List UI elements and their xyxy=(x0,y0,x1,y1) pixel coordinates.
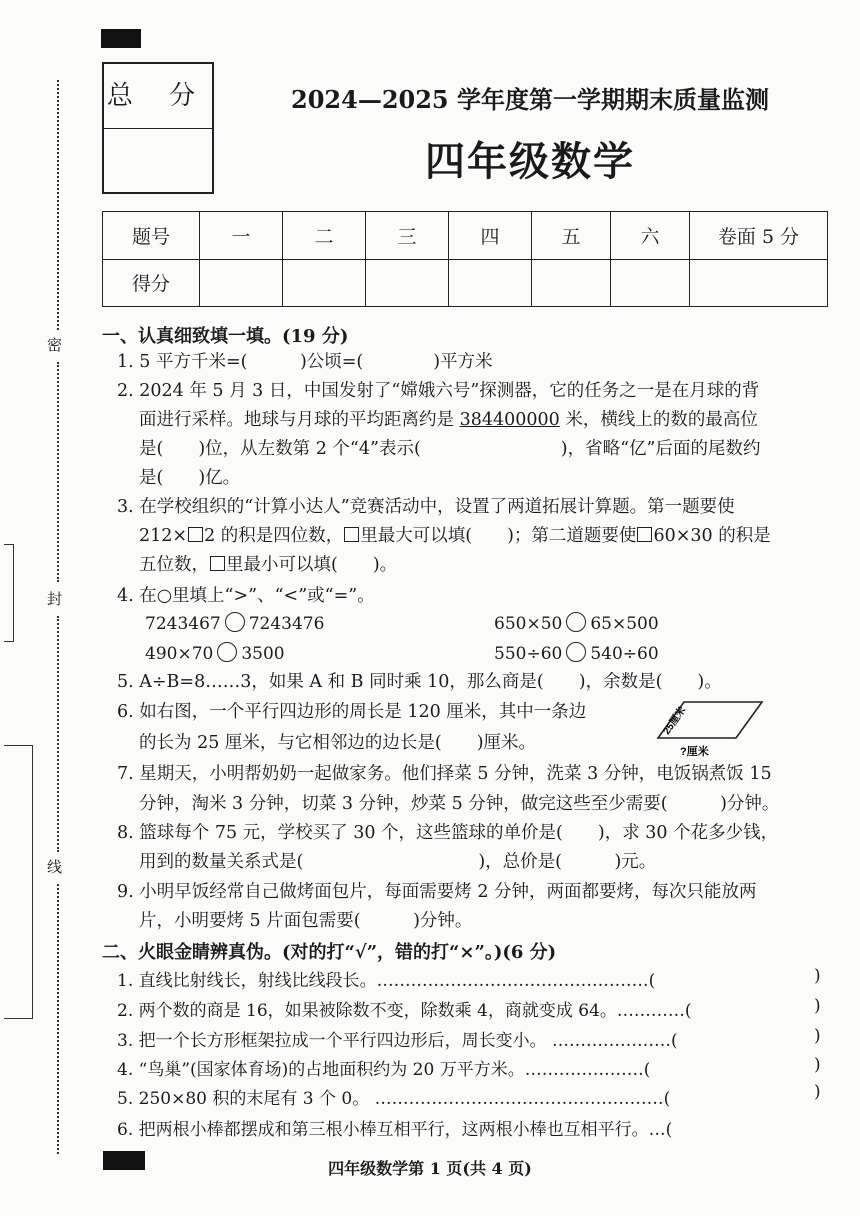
answer-bracket-close[interactable]: ) xyxy=(814,1055,821,1075)
compare-right: 65×500 xyxy=(590,614,659,634)
blank-square xyxy=(344,527,359,542)
compare-right: 3500 xyxy=(241,644,285,664)
question-8-line-2: 用到的数量关系式是( )，总价是( )元。 xyxy=(139,852,657,872)
true-false-item-1: 1. 直线比射线长，射线比线段长。…………………………………………( xyxy=(117,971,656,991)
true-false-item-5: 5. 250×80 积的末尾有 3 个 0。 ……………………………………………( xyxy=(117,1089,671,1109)
compare-item-a xyxy=(145,612,324,634)
blank-square xyxy=(210,556,225,571)
answer-circle[interactable] xyxy=(225,612,245,632)
question-9-line-1: 9. 小明早饭经常自己做烤面包片，每面需要烤 2 分钟，两面都要烤，每次只能放两 xyxy=(117,882,757,902)
answer-bracket-close[interactable]: ) xyxy=(814,996,821,1016)
question-3-line-3 xyxy=(139,551,397,580)
true-false-item-6: 6. 把两根小棒都摆成和第三根小棒互相平行，这两根小棒也互相平行。…( xyxy=(117,1120,673,1140)
binding-line-lower xyxy=(57,616,59,852)
question-3-line-2 xyxy=(139,522,771,551)
question-3-text: 里最大可以填( )；第二道题要使 xyxy=(360,526,637,546)
question-4-heading: 4. 在○里填上“>”、“<”或“=”。 xyxy=(117,586,375,606)
question-7-line-2: 分钟，淘米 3 分钟，切菜 3 分钟，炒菜 5 分钟，做完这些至少需要( )分钟。 xyxy=(139,794,780,814)
score-table xyxy=(102,211,828,307)
underlined-number: 384400000 xyxy=(459,410,560,430)
score-table-cell: 三 xyxy=(366,212,449,260)
score-table-cell: 卷面 5 分 xyxy=(690,212,828,260)
question-3-text: 60×30 的积是 xyxy=(653,526,771,546)
score-table-score-row xyxy=(103,259,828,307)
true-false-item-3: 3. 把一个长方形框架拉成一个平行四边形后，周长变小。 …………………( xyxy=(117,1031,678,1051)
question-2-line-1: 2. 2024 年 5 月 3 日，中国发射了“嫦娥六号”探测器，它的任务之一是在月球的背 xyxy=(117,381,760,401)
exam-title: 四年级数学 xyxy=(425,138,635,185)
binding-label-xian: 线 xyxy=(47,858,63,876)
score-table-cell: 五 xyxy=(532,212,611,260)
score-input-cell[interactable] xyxy=(283,259,366,307)
score-table-cell: 六 xyxy=(611,212,690,260)
registration-mark-top xyxy=(101,29,141,48)
score-input-cell[interactable] xyxy=(532,259,611,307)
score-input-cell[interactable] xyxy=(366,259,449,307)
blank-square xyxy=(637,527,652,542)
score-table-cell: 得分 xyxy=(103,259,200,307)
exam-subtitle: 2024—2025 学年度第一学期期末质量监测 xyxy=(291,85,769,114)
question-2-line-4: 是( )亿。 xyxy=(139,468,241,488)
score-input-cell[interactable] xyxy=(200,259,283,307)
score-input-cell[interactable] xyxy=(690,259,828,307)
answer-bracket-close[interactable]: ) xyxy=(814,966,821,986)
score-table-header-row xyxy=(103,212,828,260)
question-2-line-3: 是( )位，从左数第 2 个“4”表示( )，省略“亿”后面的尾数约 xyxy=(139,439,761,459)
score-table-cell: 一 xyxy=(200,212,283,260)
question-2-text: 面进行采样。地球与月球的平均距离约是 xyxy=(139,410,460,430)
binding-line-middle xyxy=(57,362,59,582)
question-2-line-2 xyxy=(139,406,758,435)
question-3-line-1: 3. 在学校组织的“计算小达人”竞赛活动中，设置了两道拓展计算题。第一题要使 xyxy=(117,497,735,517)
true-false-item-2: 2. 两个数的商是 16，如果被除数不变，除数乘 4，商就变成 64。…………( xyxy=(117,1001,692,1021)
total-score-box xyxy=(102,62,214,194)
question-5: 5. A÷B=8……3，如果 A 和 B 同时乘 10，那么商是( )，余数是( )。 xyxy=(117,672,722,692)
section-1-heading: 一、认真细致填一填。(19 分) xyxy=(102,326,349,347)
question-9-line-2: 片，小明要烤 5 片面包需要( )分钟。 xyxy=(139,911,473,931)
answer-circle[interactable] xyxy=(566,612,586,632)
compare-item-b xyxy=(494,612,659,634)
binding-label-mi: 密 xyxy=(47,336,63,354)
score-input-cell[interactable] xyxy=(611,259,690,307)
compare-item-d xyxy=(494,642,659,664)
figure-side-label: 25厘米 xyxy=(661,705,689,737)
page-footer: 四年级数学第 1 页(共 4 页) xyxy=(328,1159,532,1178)
total-score-label: 总 分 xyxy=(104,64,212,129)
score-table-cell: 四 xyxy=(449,212,532,260)
compare-right: 7243476 xyxy=(248,614,325,634)
question-1: 1. 5 平方千米=( )公顷=( )平方米 xyxy=(117,352,493,372)
binding-line-bottom xyxy=(57,884,59,1154)
answer-circle[interactable] xyxy=(566,642,586,662)
question-3-text: 五位数， xyxy=(139,555,209,575)
question-6-line-2: 的长为 25 厘米，与它相邻边的边长是( )厘米。 xyxy=(139,733,537,753)
question-6-line-1: 6. 如右图，一个平行四边形的周长是 120 厘米，其中一条边 xyxy=(117,702,587,722)
blank-square xyxy=(188,527,203,542)
figure-base-label: ?厘米 xyxy=(680,746,709,758)
section-2-heading: 二、火眼金睛辨真伪。(对的打“√”，错的打“×”。)(6 分) xyxy=(102,942,557,963)
score-table-cell: 题号 xyxy=(103,212,200,260)
score-input-cell[interactable] xyxy=(449,259,532,307)
margin-bracket-large xyxy=(4,745,33,1019)
answer-circle[interactable] xyxy=(217,642,237,662)
answer-bracket-close[interactable]: ) xyxy=(814,1026,821,1046)
true-false-item-4: 4. “鸟巢”(国家体育场)的占地面积约为 20 万平方米。…………………( xyxy=(117,1060,651,1080)
binding-label-feng: 封 xyxy=(47,590,63,608)
compare-left: 550÷60 xyxy=(494,644,563,664)
answer-bracket-close[interactable]: ) xyxy=(814,1082,821,1102)
parallelogram-figure xyxy=(650,694,768,762)
score-table-cell: 二 xyxy=(283,212,366,260)
question-8-line-1: 8. 篮球每个 75 元，学校买了 30 个，这些篮球的单价是( )，求 30 个花多少钱， xyxy=(117,823,779,843)
binding-line-upper xyxy=(57,80,59,330)
compare-item-c xyxy=(145,642,285,664)
margin-bracket-small xyxy=(4,544,14,642)
compare-left: 650×50 xyxy=(494,614,563,634)
question-2-text: 米，横线上的数的最高位 xyxy=(559,410,758,430)
question-3-text: 里最小可以填( )。 xyxy=(226,555,398,575)
question-3-text: 212× xyxy=(139,526,188,546)
compare-left: 7243467 xyxy=(145,614,221,634)
question-7-line-1: 7. 星期天，小明帮奶奶一起做家务。他们择菜 5 分钟，洗菜 3 分钟，电饭锅煮饭 15 xyxy=(117,764,772,784)
compare-left: 490×70 xyxy=(145,644,214,664)
compare-right: 540÷60 xyxy=(590,644,659,664)
question-3-text: 2 的积是四位数， xyxy=(204,526,344,546)
